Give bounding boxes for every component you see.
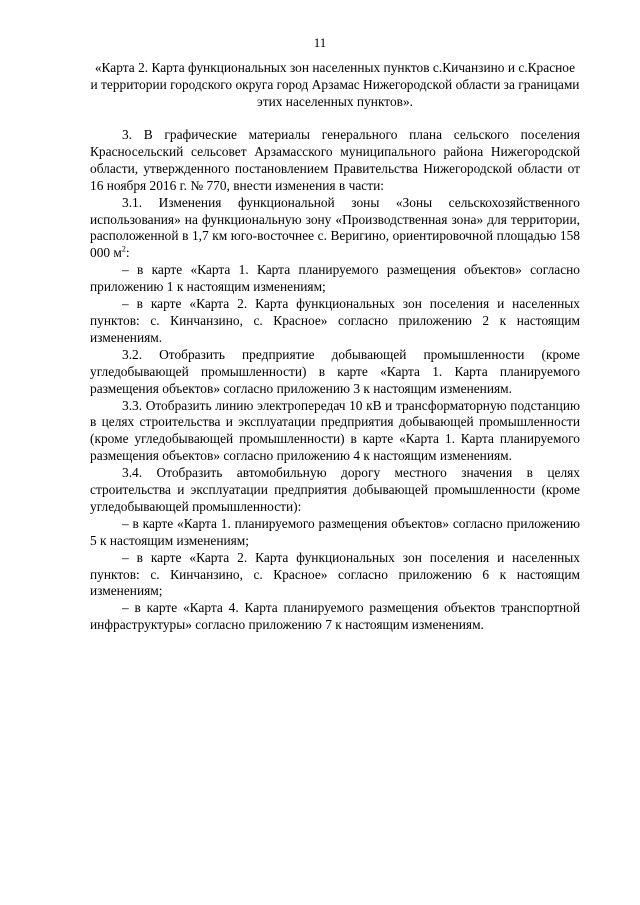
paragraph-3: 3. В графические материалы генерального плана сельского поселения Красносельский сельсовет Арзамасского муниципального района Нижегородской области, утвержденного постановлением Правительства Нижегородской области от 16 ноября 2016 г. № 770, внести изменения в части: [90, 127, 580, 193]
paragraph-3-1 [90, 195, 580, 263]
area-superscript: 2 [121, 244, 126, 254]
paragraph-3-3: 3.3. Отобразить линию электропередач 10 кВ и трансформаторную подстанцию в целях строительства и эксплуатации предприятия добывающей промышленности (кроме угледобывающей промышленности) в карте «Карта 1. Карта планируемого размещения объектов» согласно приложению 4 к настоящим изменениям. [90, 397, 580, 464]
list-item-map-2: – в карте «Карта 2. Карта функциональных зон поселения и населенных пунктов: с. Кинчанзино, с. Красное» согласно приложению 2 к настоящим изменениям. [90, 296, 580, 345]
list-item-map-2-road: – в карте «Карта 2. Карта функциональных зон поселения и населенных пунктов: с. Кинчанзино, с. Красное» согласно приложению 6 к настоящим изменениям; [90, 549, 580, 599]
document-heading: «Карта 2. Карта функциональных зон населенных пунктов с.Кичанзино и с.Красное и территории городского округа город Арзамас Нижегородской области за границами этих населенных пунктов». [90, 60, 580, 109]
list-item-map-4-road: – в карте «Карта 4. Карта планируемого размещения объектов транспортной инфраструктуры» согласно приложению 7 к настоящим изменениям. [90, 600, 580, 633]
area-suffix: : [125, 245, 130, 261]
document-body [90, 127, 580, 634]
paragraph-3-2: 3.2. Отобразить предприятие добывающей промышленности (кроме угледобывающей промышленности) в карте «Карта 1. Карта планируемого размещения объектов» согласно приложению 3 к настоящим изменениям. [90, 346, 580, 396]
paragraph-3-4: 3.4. Отобразить автомобильную дорогу местного значения в целях строительства и эксплуатации предприятия добывающей промышленности (кроме угледобывающей промышленности): [90, 465, 580, 514]
list-item-map-1-road: – в карте «Карта 1. планируемого размещения объектов» согласно приложению 5 к настоящим изменениям; [90, 515, 580, 548]
page-number: 11 [313, 35, 327, 50]
list-item-map-1: – в карте «Карта 1. Карта планируемого размещения объектов» согласно приложению 1 к настоящим изменениям; [90, 262, 580, 295]
paragraph-3-1-text: 3.1. Изменения функциональной зоны «Зоны сельскохозяйственного использования» на функциональную зону «Производственная зона» для территории, расположенной в 1,7 км юго-восточнее с. Веригино, ориентировочной площадью 158 000 м [90, 194, 580, 261]
